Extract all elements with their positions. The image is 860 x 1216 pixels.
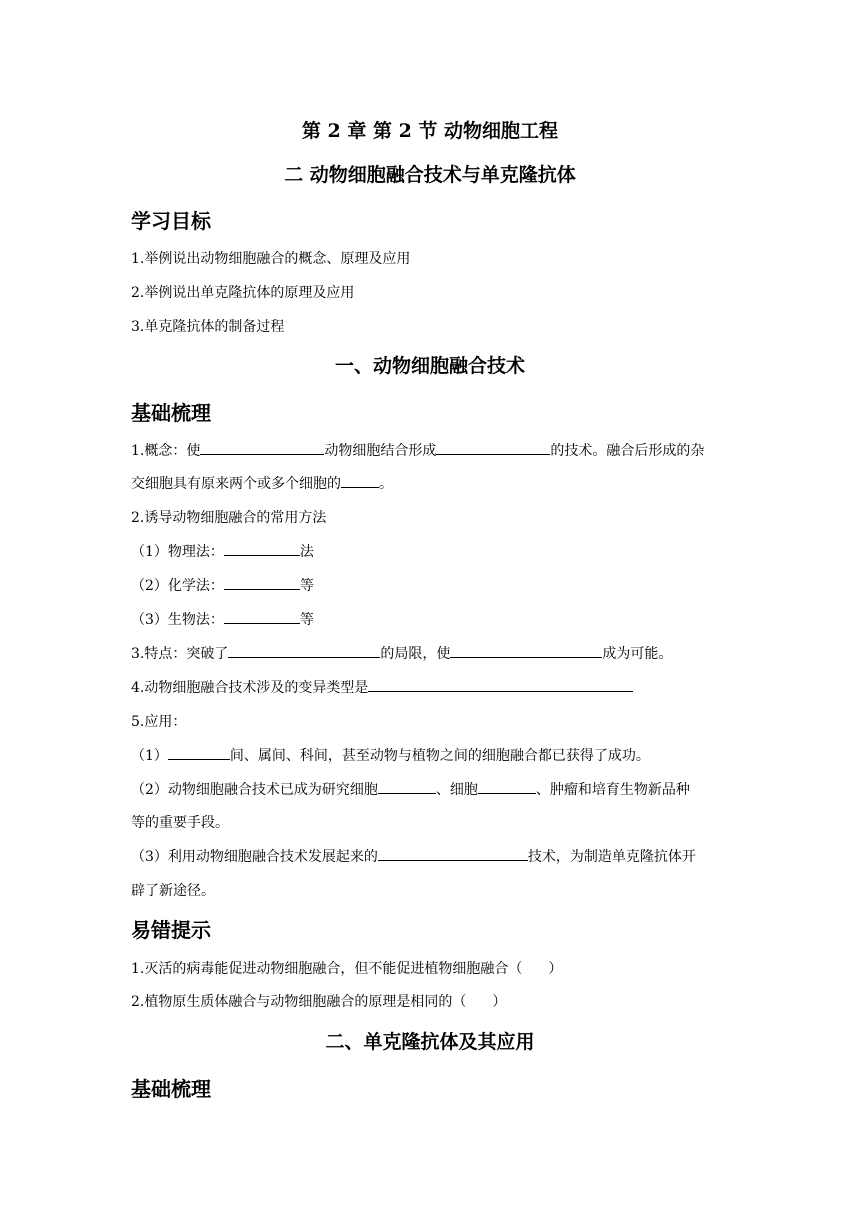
objectives-heading: 学习目标 xyxy=(131,209,211,233)
application-3-cont: 辟了新途径。 xyxy=(131,883,215,899)
error-text: 2.植物原生质体融合与动物细胞融合的原理是相同的（ xyxy=(131,994,467,1010)
lesson-subtitle: 二 动物细胞融合技术与单克隆抗体 xyxy=(284,164,576,186)
q3-text-a: 3.特点：突破了 xyxy=(131,646,229,662)
errors-heading: 易错提示 xyxy=(131,918,211,942)
question-2: 2.诱导动物细胞融合的常用方法 xyxy=(131,510,327,526)
method-chemical xyxy=(131,575,314,595)
application-2-cont: 等的重要手段。 xyxy=(131,815,229,831)
paren-close: ） xyxy=(492,994,507,1010)
method-suffix: 等 xyxy=(299,612,314,628)
part1-heading: 一、动物细胞融合技术 xyxy=(334,355,525,377)
answer-blank[interactable] xyxy=(368,678,633,692)
method-label: （3）生物法： xyxy=(131,612,224,628)
error-text: 1.灭活的病毒能促进动物细胞融合，但不能促进植物细胞融合（ xyxy=(131,961,523,977)
method-suffix: 等 xyxy=(299,578,314,594)
answer-blank[interactable] xyxy=(228,644,380,658)
question-1-cont xyxy=(131,473,393,493)
item-text: 、细胞 xyxy=(435,782,478,798)
application-3 xyxy=(131,846,696,866)
answer-blank[interactable] xyxy=(224,610,300,624)
item-text: 技术，为制造单克隆抗体开 xyxy=(527,849,696,865)
answer-blank[interactable] xyxy=(168,746,230,760)
method-suffix: 法 xyxy=(299,544,314,560)
item-label: （1） xyxy=(131,748,168,764)
question-5: 5.应用： xyxy=(131,714,187,730)
answer-blank[interactable] xyxy=(378,847,528,861)
item-text: （3）利用动物细胞融合技术发展起来的 xyxy=(131,849,378,865)
answer-blank[interactable] xyxy=(224,542,300,556)
method-physical xyxy=(131,541,314,561)
error-item-1 xyxy=(131,958,562,978)
answer-blank[interactable] xyxy=(224,576,300,590)
question-3 xyxy=(131,643,672,663)
q3-text-c: 成为可能。 xyxy=(602,646,673,662)
q3-text-b: 的局限，使 xyxy=(380,646,451,662)
objective-item: 1.举例说出动物细胞融合的概念、原理及应用 xyxy=(131,251,411,267)
q1-text-b: 动物细胞结合形成 xyxy=(324,443,437,459)
method-label: （2）化学法： xyxy=(131,578,224,594)
answer-blank[interactable] xyxy=(436,441,550,455)
chapter-title: 第 2 章 第 2 节 动物细胞工程 xyxy=(301,120,559,142)
method-label: （1）物理法： xyxy=(131,544,224,560)
basics-heading-2: 基础梳理 xyxy=(131,1077,211,1101)
error-item-2 xyxy=(131,991,506,1011)
answer-blank[interactable] xyxy=(378,780,436,794)
question-4 xyxy=(131,677,633,697)
application-2 xyxy=(131,779,690,799)
q1-text-c: 的技术。融合后形成的杂 xyxy=(550,443,705,459)
item-text: （2）动物细胞融合技术已成为研究细胞 xyxy=(131,782,378,798)
part2-heading: 二、单克隆抗体及其应用 xyxy=(325,1031,535,1053)
q1-text-e: 。 xyxy=(379,476,393,492)
basics-heading: 基础梳理 xyxy=(131,401,211,425)
paren-close: ） xyxy=(548,961,563,977)
q1-text-d: 交细胞具有原来两个或多个细胞的 xyxy=(131,476,341,492)
objective-item: 3.单克隆抗体的制备过程 xyxy=(131,319,285,335)
answer-blank[interactable] xyxy=(478,780,536,794)
method-biological xyxy=(131,609,314,629)
answer-blank[interactable] xyxy=(450,644,602,658)
question-1 xyxy=(131,440,704,460)
application-1 xyxy=(131,745,650,765)
q4-text: 4.动物细胞融合技术涉及的变异类型是 xyxy=(131,680,369,696)
item-text: 、肿瘤和培育生物新品种 xyxy=(535,782,690,798)
q1-text-a: 1.概念：使 xyxy=(131,443,201,459)
answer-blank[interactable] xyxy=(341,474,379,488)
answer-blank[interactable] xyxy=(200,441,324,455)
objective-item: 2.举例说出单克隆抗体的原理及应用 xyxy=(131,285,355,301)
item-text: 间、属间、科间，甚至动物与植物之间的细胞融合都已获得了成功。 xyxy=(229,748,650,764)
